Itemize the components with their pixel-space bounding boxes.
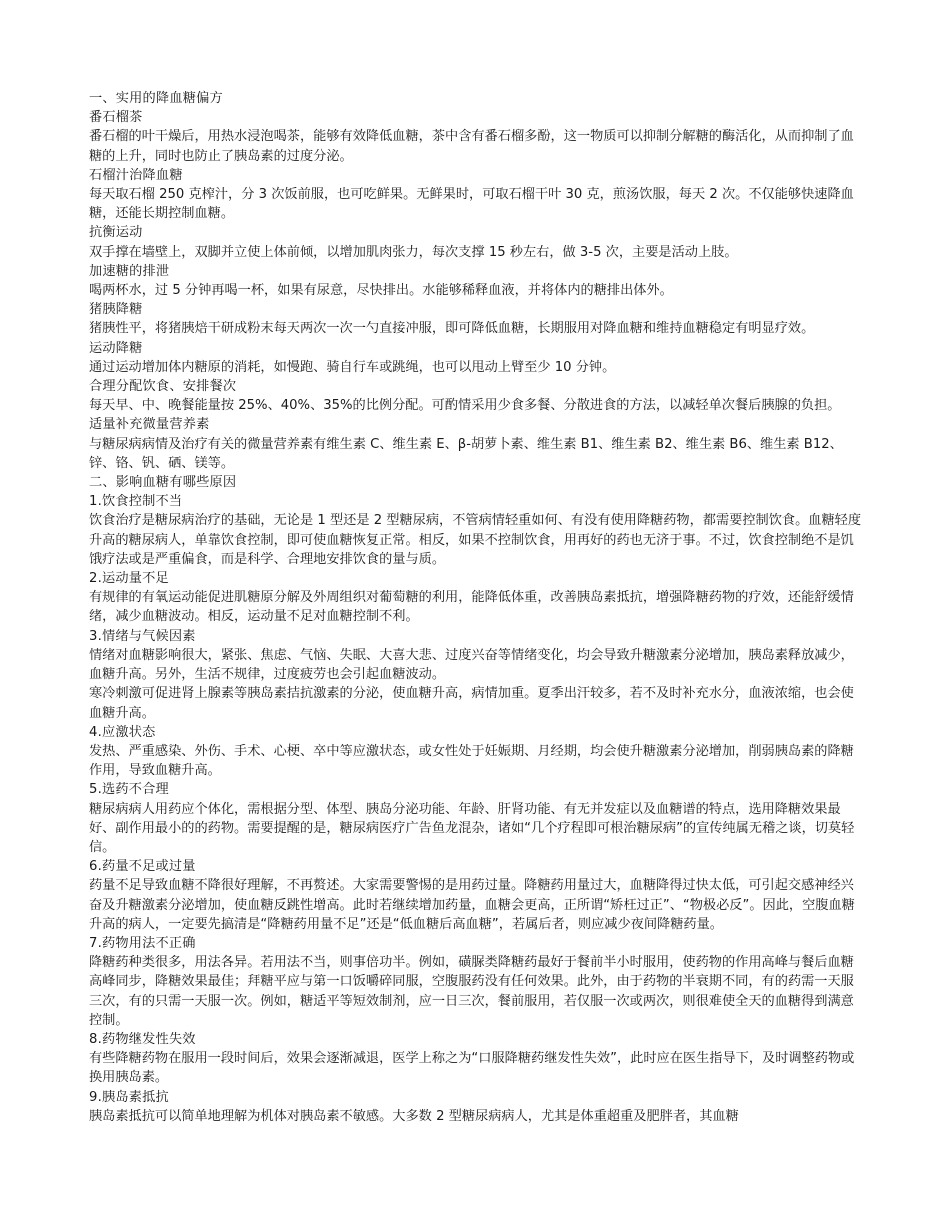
- subheading-cause-6: 6.药量不足或过量: [89, 859, 196, 875]
- paragraph-cause-5: 糖尿病病人用药应个体化，需根据分型、体型、胰岛分泌功能、年龄、肝肾功能、有无并发症以及血糖谱的特点，选用降糖效果最好、副作用最小的的药物。需要提醒的是，糖尿病医疗广告鱼龙混杂，诸如“几个疗程即可根治糖尿病”的宣传纯属无稽之谈，切莫轻信。: [89, 801, 855, 855]
- paragraph-sugar-excretion: 喝两杯水，过 5 分钟再喝一杯，如果有尿意，尽快排出。水能够稀释血液，并将体内的糖排出体外。: [89, 283, 673, 299]
- subheading-cause-9: 9.胰岛素抵抗: [89, 1089, 169, 1105]
- subheading-cause-2: 2.运动量不足: [89, 571, 169, 587]
- paragraph-exercise: 通过运动增加体内糖原的消耗，如慢跑、骑自行车或跳绳，也可以甩动上臂至少 10 分钟。: [89, 359, 616, 375]
- section-heading-remedies: 一、实用的降血糖偏方: [89, 91, 223, 106]
- subheading-pomegranate-juice: 石榴汁治降血糖: [89, 167, 183, 183]
- section-heading-causes: 二、影响血糖有哪些原因: [89, 475, 237, 491]
- subheading-pig-pancreas: 猪胰降糖: [89, 302, 143, 318]
- paragraph-pomegranate-juice: 每天取石榴 250 克榨汁，分 3 次饭前服，也可吃鲜果。无鲜果时，可取石榴干叶 30 克，煎汤饮服，每天 2 次。不仅能够快速降血糖，还能长期控制血糖。: [89, 187, 854, 222]
- paragraph-cause-4: 发热、严重感染、外伤、手术、心梗、卒中等应激状态，或女性处于妊娠期、月经期，均会使升糖激素分泌增加，削弱胰岛素的降糖作用，导致血糖升高。: [89, 743, 854, 779]
- subheading-sugar-excretion: 加速糖的排泄: [89, 263, 170, 279]
- paragraph-cause-9: 胰岛素抵抗可以简单地理解为机体对胰岛素不敏感。大多数 2 型糖尿病病人，尤其是体重超重及肥胖者，其血糖: [89, 1108, 739, 1124]
- subheading-micronutrients: 适量补充微量营养素: [89, 417, 210, 433]
- paragraph-pig-pancreas: 猪胰性平，将猪胰焙干研成粉末每天两次一次一勺直接冲服，即可降低血糖，长期服用对降血糖和维持血糖稳定有明显疗效。: [89, 321, 815, 337]
- paragraph-cause-7: 降糖药种类很多，用法各异。若用法不当，则事倍功半。例如，磺脲类降糖药最好于餐前半小时服用，使药物的作用高峰与餐后血糖高峰同步，降糖效果最佳；拜糖平应与第一口饭嚼碎同服，空腹服药没有任何效果。此外，由于药物的半衰期不同，有的药需一天服三次，有的只需一天服一次。例如，糖适平等短效制剂，应一日三次，餐前服用，若仅服一次或两次，则很难使全天的血糖得到满意控制。: [89, 955, 854, 1028]
- paragraph-cause-1: 饮食治疗是糖尿病治疗的基础，无论是 1 型还是 2 型糖尿病，不管病情轻重如何、有没有使用降糖药物，都需要控制饮食。血糖轻度升高的糖尿病人，单靠饮食控制，即可使血糖恢复正常。相反，如果不控制饮食，用再好的药也无济于事。不过，饮食控制绝不是饥饿疗法或是严重偏食，而是科学、合理地安排饮食的量与质。: [89, 513, 862, 567]
- paragraph-cause-3a: 情绪对血糖影响很大，紧张、焦虑、气恼、失眠、大喜大悲、过度兴奋等情绪变化，均会导致升糖激素分泌增加，胰岛素释放减少，血糖升高。另外，生活不规律，过度疲劳也会引起血糖波动。: [89, 647, 854, 683]
- document-page: [89, 89, 864, 1126]
- paragraph-cause-6: 药量不足导致血糖不降很好理解，不再赘述。大家需要警惕的是用药过量。降糖药用量过大，血糖降得过快太低，可引起交感神经兴奋及升糖激素分泌增加，使血糖反跳性增高。此时若继续增加药量，血糖会更高，正所谓“矫枉过正”、“物极必反”。因此，空腹血糖升高的病人，一定要先搞清是“降糖药用量不足”还是“低血糖后高血糖”，若属后者，则应减少夜间降糖药量。: [89, 878, 855, 932]
- paragraph-cause-8: 有些降糖药物在服用一段时间后，效果会逐渐减退，医学上称之为“口服降糖药继发性失效”，此时应在医生指导下，及时调整药物或换用胰岛素。: [89, 1051, 855, 1086]
- subheading-cause-4: 4.应激状态: [89, 724, 156, 740]
- subheading-resistance-exercise: 抗衡运动: [89, 225, 143, 241]
- subheading-cause-3: 3.情绪与气候因素: [89, 628, 196, 644]
- subheading-cause-7: 7.药物用法不正确: [89, 935, 196, 951]
- paragraph-guava-tea: 番石榴的叶干燥后，用热水浸泡喝茶，能够有效降低血糖，茶中含有番石榴多酚，这一物质可以抑制分解糖的酶活化，从而抑制了血糖的上升，同时也防止了胰岛素的过度分泌。: [89, 129, 854, 164]
- subheading-cause-5: 5.选药不合理: [89, 782, 169, 798]
- paragraph-resistance-exercise: 双手撑在墙壁上，双脚并立使上体前倾，以增加肌肉张力，每次支撑 15 秒左右，做 3-5 次，主要是活动上肢。: [89, 244, 738, 260]
- paragraph-cause-2: 有规律的有氧运动能促进肌糖原分解及外周组织对葡萄糖的利用，能降低体重，改善胰岛素抵抗，增强降糖药物的疗效，还能舒缓情绪，减少血糖波动。相反，运动量不足对血糖控制不利。: [89, 590, 854, 625]
- subheading-cause-1: 1.饮食控制不当: [89, 494, 183, 510]
- subheading-guava-tea: 番石榴茶: [89, 110, 143, 126]
- paragraph-cause-3b: 寒冷刺激可促进肾上腺素等胰岛素拮抗激素的分泌，使血糖升高，病情加重。夏季出汗较多，若不及时补充水分，血液浓缩，也会使血糖升高。: [89, 686, 854, 721]
- paragraph-micronutrients: 与糖尿病病情及治疗有关的微量营养素有维生素 C、维生素 E、β-胡萝卜素、维生素 B1、维生素 B2、维生素 B6、维生素 B12、锌、铬、钒、硒、镁等。: [89, 436, 843, 471]
- paragraph-meal-plan: 每天早、中、晚餐能量按 25%、40%、35%的比例分配。可酌情采用少食多餐、分散进食的方法，以减轻单次餐后胰腺的负担。: [89, 398, 841, 414]
- subheading-meal-plan: 合理分配饮食、安排餐次: [89, 379, 237, 395]
- subheading-exercise: 运动降糖: [89, 340, 143, 356]
- subheading-cause-8: 8.药物继发性失效: [89, 1031, 196, 1047]
